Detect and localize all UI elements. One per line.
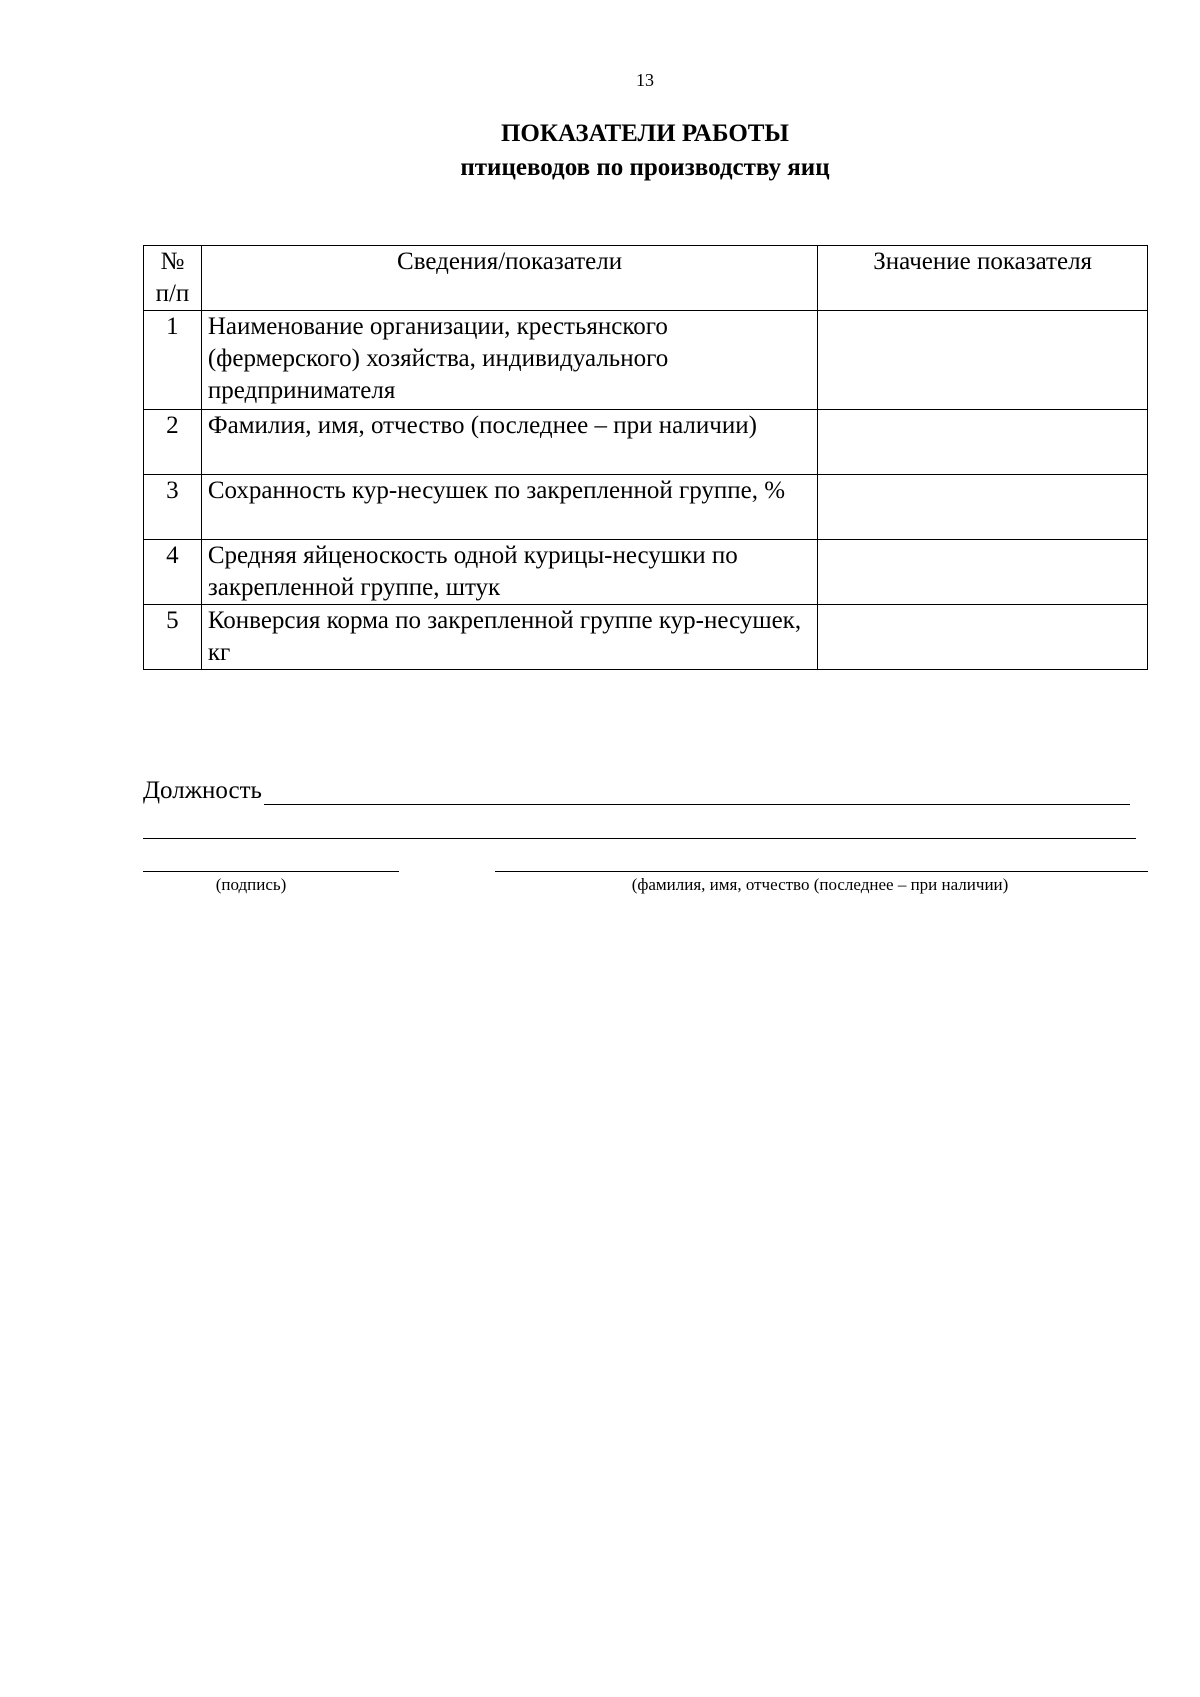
header-num: № п/п [144, 246, 202, 311]
fio-line[interactable] [495, 871, 1148, 872]
signature-caption: (подпись) [215, 875, 287, 894]
row-name: Сохранность кур-несушек по закрепленной группе, % [201, 475, 817, 540]
header-name: Сведения/показатели [201, 246, 817, 311]
signature-line[interactable] [143, 871, 399, 872]
row-name: Средняя яйценоскость одной курицы-несушки по закрепленной группе, штук [201, 540, 817, 605]
page-number: 13 [636, 70, 654, 90]
header-value: Значение показателя [818, 246, 1148, 311]
fio-caption: (фамилия, имя, отчество (последнее – при наличии) [631, 875, 1009, 894]
position-continuation-line[interactable] [143, 838, 1136, 839]
row-num: 1 [144, 311, 202, 410]
metrics-table [143, 245, 1148, 670]
table-row [144, 475, 1148, 540]
position-input-line[interactable] [264, 776, 1130, 805]
row-value[interactable] [818, 605, 1148, 670]
row-value[interactable] [818, 540, 1148, 605]
row-num: 3 [144, 475, 202, 540]
table-row [144, 410, 1148, 475]
row-value[interactable] [818, 410, 1148, 475]
table-header-row [144, 246, 1148, 311]
row-name: Наименование организации, крестьянского (фермерского) хозяйства, индивидуального предпринимателя [201, 311, 817, 410]
row-value[interactable] [818, 475, 1148, 540]
row-name: Фамилия, имя, отчество (последнее – при наличии) [201, 410, 817, 475]
document-subtitle: птицеводов по производству яиц [460, 154, 830, 181]
row-num: 2 [144, 410, 202, 475]
table-row [144, 311, 1148, 410]
table-row [144, 605, 1148, 670]
table-row [144, 540, 1148, 605]
position-field [143, 776, 1130, 805]
row-value[interactable] [818, 311, 1148, 410]
position-label: Должность [143, 777, 262, 804]
row-name: Конверсия корма по закрепленной группе кур-несушек, кг [201, 605, 817, 670]
row-num: 5 [144, 605, 202, 670]
row-num: 4 [144, 540, 202, 605]
document-title: ПОКАЗАТЕЛИ РАБОТЫ [500, 120, 789, 147]
